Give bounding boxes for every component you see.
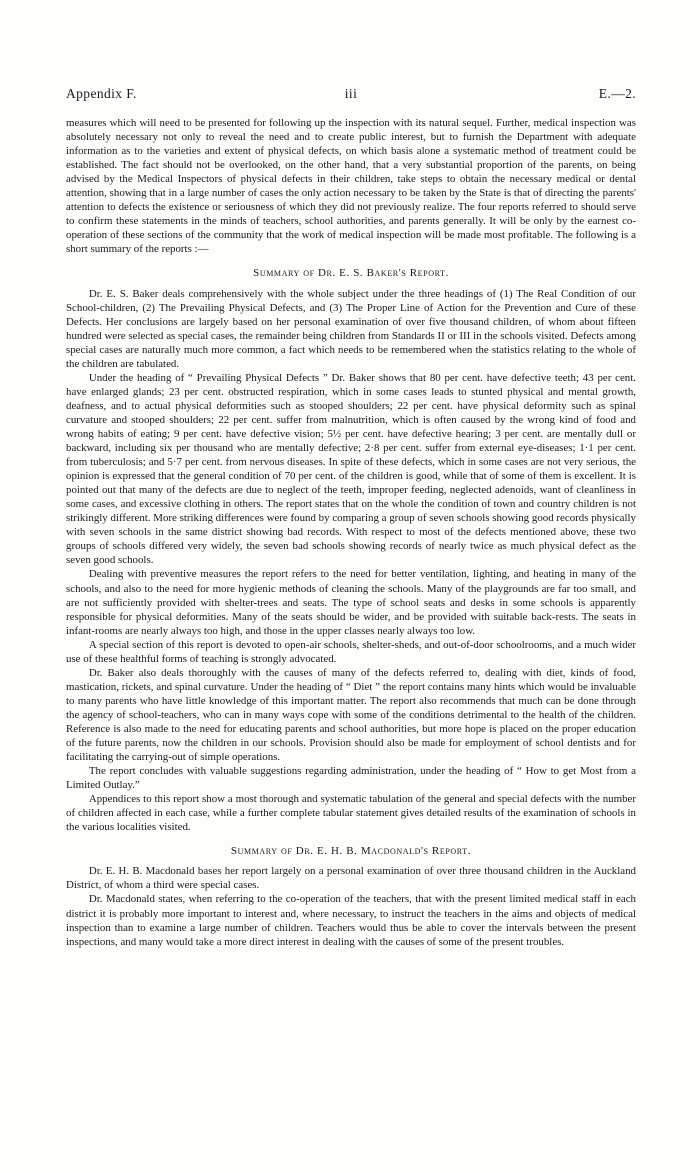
section-heading-baker: Summary of Dr. E. S. Baker's Report. bbox=[253, 267, 449, 280]
page-number: iii bbox=[344, 86, 358, 101]
baker-paragraph: Appendices to this report show a most thorough and systematic tabulation of the general and special defects with the number of children affected in each case, while a further complete tabular statement gives detailed results of the examination of schools in the various localities visited. bbox=[66, 793, 636, 834]
appendix-label: Appendix F. bbox=[66, 86, 137, 101]
page-header bbox=[66, 86, 636, 106]
baker-paragraph: Dr. Baker also deals thoroughly with the causes of many of the defects referred to, dealing with diet, kinds of food, mastication, rickets, and spinal curvature. Under the heading of “ Diet ” the report contains many hints which would be invaluable to many parents who have little knowledge of this important matter. The report also recommends that much can be done through the agency of school-teachers, who can in many ways cope with some of the conditions detrimental to the health of the children. Reference is also made to the need for educating parents and school authorities, but more hope is placed on the proper education of the future parents, now the children in our schools. Provision should also be made for employment of school dentists and for facilitating the carrying-out of simple operations. bbox=[66, 666, 636, 764]
baker-paragraph: Under the heading of “ Prevailing Physical Defects ” Dr. Baker shows that 80 per cent. have defective teeth; 43 per cent. have enlarged glands; 23 per cent. obstructed respiration, which in some cases leads to stunted physical and mental growth, deafness, and to actual physical deformities such as stooped shoulders; 22 per cent. have physical deformity such as spinal curvature and stooped shoulders; 22 per cent. suffer from malnutrition, which is often caused by the wrong kind of food and wrong habits of eating; 9 per cent. have defective vision; 5½ per cent. have defective hearing; 3 per cent. are mentally dull or backward, including six per thousand who are mentally defective; 2·8 per cent. suffer from external eye-diseases; 1·1 per cent. from tuberculosis; and 5·7 per cent. from nervous diseases. In spite of these defects, which in some cases are not very serious, the opinion is expressed that the general condition of 70 per cent. of the children is good, while that of some of them is excellent. It is pointed out that many of the defects are due to neglect of the teeth, improper feeding, neglected adenoids, want of cleanliness in some cases, and excessive clothing in others. The report states that on the whole the condition of town and country children is not strikingly different. More striking differences were found by comparing a group of seven schools showing good records physically with seven schools in the same district showing bad records. With respect to most of the defects mentioned above, these two groups of schools differed very widely, the seven bad schools showing records of nearly twice as much physical defect as the seven good schools. bbox=[66, 371, 636, 567]
baker-paragraph: The report concludes with valuable suggestions regarding administration, under the heading of “ How to get Most from a Limited Outlay.” bbox=[66, 765, 636, 792]
section-heading-macdonald: Summary of Dr. E. H. B. Macdonald's Report. bbox=[230, 845, 472, 858]
baker-paragraph: Dr. E. S. Baker deals comprehensively with the whole subject under the three headings of (1) The Real Condition of our School-children, (2) The Prevailing Physical Defects, and (3) The Proper Line of Action for the Prevention and Cure of these Defects. Her conclusions are largely based on her personal examination of over five thousand children, of whom about fifteen hundred were selected as special cases, the remainder being children from Standards II or III in the schools visited. Defects among special cases are naturally much more common, a fact which needs to be remembered when the statistics relating to the whole of the children are tabulated. bbox=[66, 287, 636, 370]
body-text bbox=[66, 116, 636, 949]
document-code: E.—2. bbox=[598, 86, 636, 101]
baker-paragraph: A special section of this report is devoted to open-air schools, shelter-sheds, and out-of-door schoolrooms, and a much wider use of these healthful forms of teaching is strongly advocated. bbox=[66, 638, 636, 665]
macdonald-paragraph: Dr. Macdonald states, when referring to the co-operation of the teachers, that with the present limited medical staff in each district it is probably more important to interest and, where necessary, to instruct the teachers in the aims and objects of medical inspection than to examine a large number of children. Teachers would thus be able to cover the intervals between the present inspections, and many would take a more direct interest in dealing with the causes of some of the present troubles. bbox=[66, 893, 636, 948]
macdonald-paragraph: Dr. E. H. B. Macdonald bases her report largely on a personal examination of over three thousand children in the Auckland District, of whom a third were special cases. bbox=[66, 865, 636, 892]
intro-paragraph: measures which will need to be presented for following up the inspection with its natural sequel. Further, medical inspection was absolutely necessary not only to reveal the need and to create public interest, but to furnish the Department with adequate information as to the varieties and extent of physical defects, on which basis alone a systematic method of treatment could be established. The fact should not be overlooked, on the other hand, that a very substantial proportion of the parents, on being advised by the Medical Inspectors of physical defects in their children, take steps to obtain the necessary medical or dental attention, showing that in a large number of cases the only action necessary to be taken by the State is that of directing the parents' attention to defects the existence or seriousness of which they did not previously realize. The four reports referred to should serve to confirm these statements in the minds of teachers, school authorities, and parents generally. It will be only by the earnest co-operation of these sections of the community that the work of medical inspection will be made most profitable. The following is a short summary of the reports :— bbox=[66, 117, 636, 256]
baker-paragraph: Dealing with preventive measures the report refers to the need for better ventilation, lighting, and heating in many of the schools, and also to the need for more hygienic methods of cleaning the schools. Many of the playgrounds are far too small, and are not sufficiently provided with shelter-trees and seats. The type of school seats and desks in some schools is apparently responsible for physical deformities. Many of the seats should be wider, and be provided with suitable back-rests. The seats in infant-rooms are nearly always too high, and those in the upper classes nearly always too low. bbox=[66, 568, 636, 637]
